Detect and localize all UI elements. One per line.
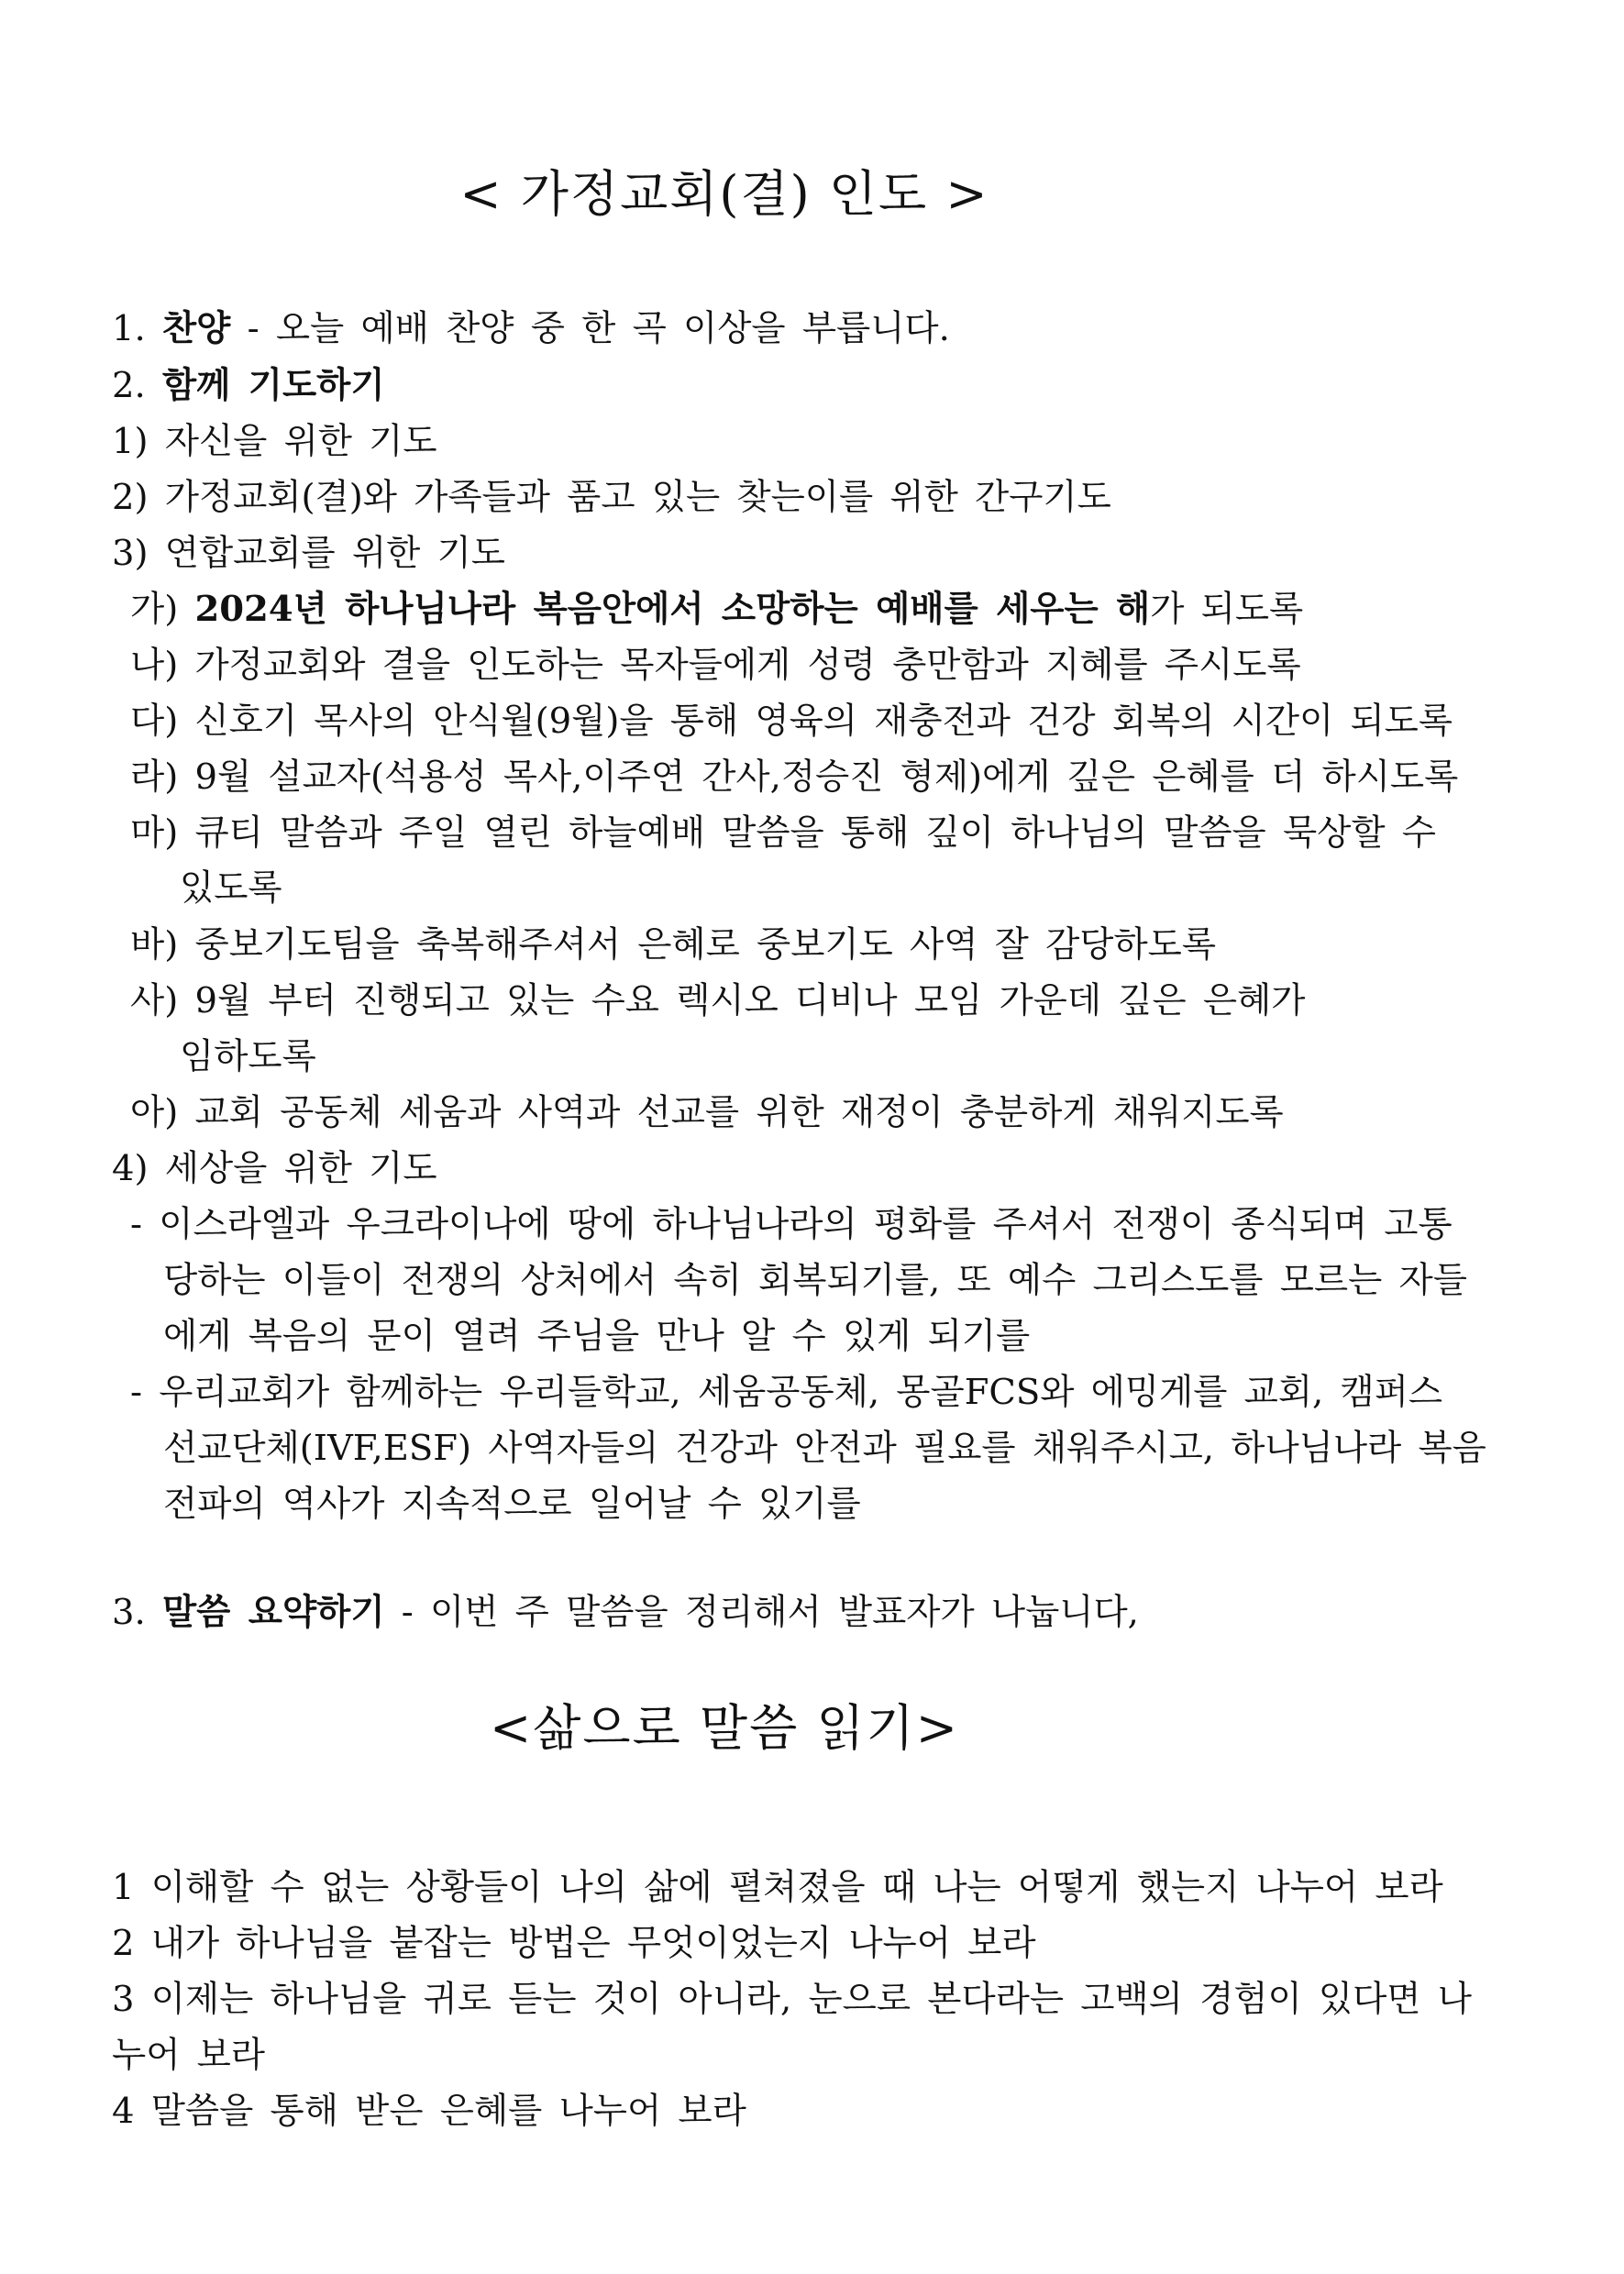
prayer-church-ga-prefix: 가) bbox=[130, 589, 179, 630]
prayer-world-2-line2: 선교단체(IVF,ESF) 사역자들의 건강과 안전과 필요를 채워주시고, 하나님나라 복음 bbox=[163, 1428, 1486, 1469]
prayer-world-1-line2: 당하는 이들이 전쟁의 상처에서 속히 회복되기를, 또 예수 그리스도를 모르는 자들 bbox=[163, 1260, 1467, 1301]
item-summary-label: 말씀 요약하기 bbox=[161, 1592, 385, 1633]
prayer-church-ga-rest: 가 되도록 bbox=[1150, 589, 1304, 630]
prayer-world-heading: 4) 세상을 위한 기도 bbox=[112, 1148, 437, 1189]
prayer-world-1-line1: - 이스라엘과 우크라이나에 땅에 하나님나라의 평화를 주셔서 전쟁이 종식되며 고통 bbox=[130, 1204, 1453, 1245]
section-title-life-reading: <삶으로 말씀 읽기> bbox=[490, 1699, 959, 1757]
item-summary-desc: - 이번 주 말씀을 정리해서 발표자가 나눕니다, bbox=[384, 1592, 1139, 1633]
prayer-church-na: 나) 가정교회와 결을 인도하는 목자들에게 성령 충만함과 지혜를 주시도록 bbox=[130, 645, 1301, 686]
item-praise-number: 1. bbox=[112, 308, 146, 349]
item-summary-number: 3. bbox=[112, 1592, 146, 1633]
prayer-world-2-line3: 전파의 역사가 지속적으로 일어날 수 있기를 bbox=[163, 1484, 861, 1525]
question-1: 1 이해할 수 없는 상황들이 나의 삶에 펼쳐졌을 때 나는 어떻게 했는지 나누어 보라 bbox=[112, 1867, 1443, 1908]
document-title: < 가정교회(결) 인도 > bbox=[459, 165, 989, 223]
prayer-church-ba: 바) 중보기도팀을 축복해주셔서 은혜로 중보기도 사역 잘 감당하도록 bbox=[130, 924, 1217, 966]
prayer-church-ga bbox=[130, 589, 1304, 630]
item-prayer-number: 2. bbox=[112, 365, 146, 406]
prayer-self: 1) 자신을 위한 기도 bbox=[112, 421, 437, 462]
item-praise-desc: - 오늘 예배 찬양 중 한 곡 이상을 부릅니다. bbox=[230, 308, 950, 349]
item-prayer-label: 함께 기도하기 bbox=[161, 365, 385, 406]
prayer-world-2-line1: - 우리교회가 함께하는 우리들학교, 세움공동체, 몽골FCS와 에밍게를 교회, 캠퍼스 bbox=[130, 1372, 1443, 1413]
question-3-line2: 누어 보라 bbox=[112, 2035, 266, 2076]
question-4: 4 말씀을 통해 받은 은혜를 나누어 보라 bbox=[112, 2091, 746, 2132]
question-2: 2 내가 하나님을 붙잡는 방법은 무엇이었는지 나누어 보라 bbox=[112, 1923, 1036, 1964]
prayer-church-ga-bold: 2024년 하나님나라 복음안에서 소망하는 예배를 세우는 해 bbox=[194, 589, 1151, 630]
prayer-world-1-line3: 에게 복음의 문이 열려 주님을 만나 알 수 있게 되기를 bbox=[163, 1316, 1031, 1357]
item-praise bbox=[112, 308, 950, 349]
prayer-church-sa-line2: 임하도록 bbox=[180, 1036, 316, 1077]
prayer-church-ra: 라) 9월 설교자(석용성 목사,이주연 간사,정승진 형제)에게 깊은 은혜를 더 하시도록 bbox=[130, 756, 1459, 798]
question-3-line1: 3 이제는 하나님을 귀로 듣는 것이 아니라, 눈으로 본다라는 고백의 경험이 있다면 나 bbox=[112, 1979, 1472, 2020]
item-prayer bbox=[112, 365, 385, 406]
prayer-family: 2) 가정교회(결)와 가족들과 품고 있는 찾는이를 위한 간구기도 bbox=[112, 477, 1111, 518]
prayer-church-sa-line1: 사) 9월 부터 진행되고 있는 수요 렉시오 디비나 모임 가운데 깊은 은혜가 bbox=[130, 980, 1306, 1021]
prayer-church-ma-line2: 있도록 bbox=[180, 867, 282, 909]
item-praise-label: 찬양 bbox=[161, 308, 231, 349]
prayer-church-ma-line1: 마) 큐티 말씀과 주일 열린 하늘예배 말씀을 통해 깊이 하나님의 말씀을 묵상할 수 bbox=[130, 812, 1436, 854]
prayer-church-a: 아) 교회 공동체 세움과 사역과 선교를 위한 재정이 충분하게 채워지도록 bbox=[130, 1092, 1284, 1133]
prayer-church-heading: 3) 연합교회를 위한 기도 bbox=[112, 533, 505, 574]
item-summary bbox=[112, 1592, 1139, 1633]
prayer-church-da: 다) 신호기 목사의 안식월(9월)을 통해 영육의 재충전과 건강 회복의 시간이 되도록 bbox=[130, 701, 1453, 742]
